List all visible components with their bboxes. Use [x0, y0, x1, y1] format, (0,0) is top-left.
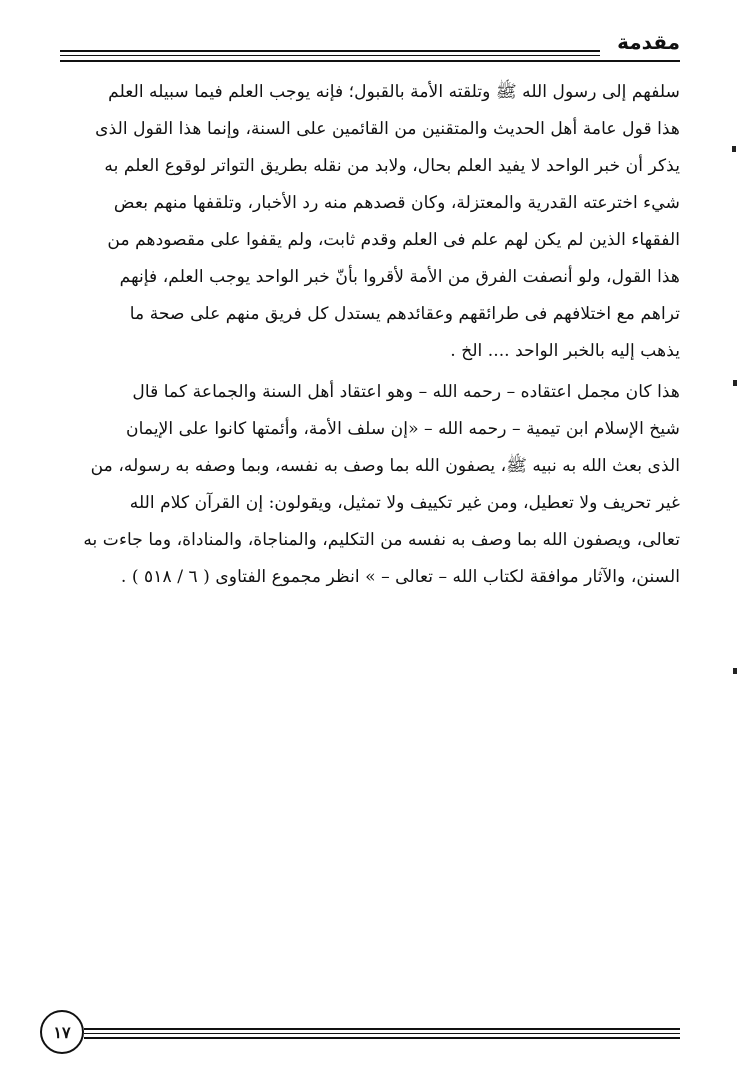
text-line: غير تحريف ولا تعطيل، ومن غير تكييف ولا تمثيل، ويقولون: إن القرآن كلام الله — [129, 493, 680, 513]
margin-mark — [733, 380, 737, 386]
footer-rule-thin — [84, 1033, 680, 1034]
text-line: الفقهاء الذين لم يكن لهم علم فى العلم وقدم ثابت، ولم يقفوا على مقصودهم من — [107, 230, 680, 250]
text-line: هذا القول، ولو أنصفت الفرق من الأمة لأقروا بأنّ خبر الواحد يوجب العلم، فإنهم — [119, 267, 680, 287]
paragraph-2 — [60, 374, 680, 596]
text-line: يذكر أن خبر الواحد لا يفيد العلم بحال، ولابد من نقله بطريق التواتر لوقوع العلم به — [104, 156, 680, 176]
text-line: تراهم مع اختلافهم فى طرائقهم وعقائدهم يستدل كل فريق منهم على صحة ما — [129, 304, 680, 324]
margin-mark — [733, 668, 737, 674]
text-line: تعالى، ويصفون الله بما وصف به نفسه من التكليم، والمناجاة، والمناداة، وما جاءت به — [83, 530, 680, 550]
page-header — [60, 28, 680, 64]
body-text — [60, 74, 680, 596]
text-line: شيخ الإسلام ابن تيمية – رحمه الله – «إن سلف الأمة، وأئمتها كانوا على الإيمان — [126, 419, 680, 439]
section-title: مقدمة — [617, 30, 680, 54]
footer-rule — [84, 1028, 680, 1030]
text-line: هذا كان مجمل اعتقاده – رحمه الله – وهو اعتقاد أهل السنة والجماعة كما قال — [132, 382, 680, 402]
text-line: شيء اخترعته القدرية والمعتزلة، وكان قصدهم منه رد الأخبار، وتلقفها منهم بعض — [113, 193, 680, 213]
paragraph-1 — [60, 74, 680, 370]
header-rule — [60, 50, 600, 52]
header-rule-thin — [60, 55, 600, 56]
text-line: يذهب إليه بالخبر الواحد .... الخ . — [450, 341, 680, 361]
page-number: ١٧ — [40, 1010, 84, 1054]
text-line: الذى بعث الله به نبيه ﷺ، يصفون الله بما وصف به نفسه، وبما وصفه به رسوله، من — [90, 456, 680, 476]
text-line: سلفهم إلى رسول الله ﷺ وتلقته الأمة بالقبول؛ فإنه يوجب العلم فيما سبيله العلم — [108, 82, 680, 102]
text-line: السنن، والآثار موافقة لكتاب الله – تعالى – » انظر مجموع الفتاوى ( ٦ / ٥١٨ ) . — [120, 567, 680, 587]
page-footer — [40, 1010, 680, 1056]
footer-rule — [84, 1037, 680, 1039]
header-rule-full — [60, 60, 680, 62]
margin-mark — [732, 146, 736, 152]
text-line: هذا قول عامة أهل الحديث والمتقنين من القائمين على السنة، وإنما هذا القول الذى — [95, 119, 680, 139]
